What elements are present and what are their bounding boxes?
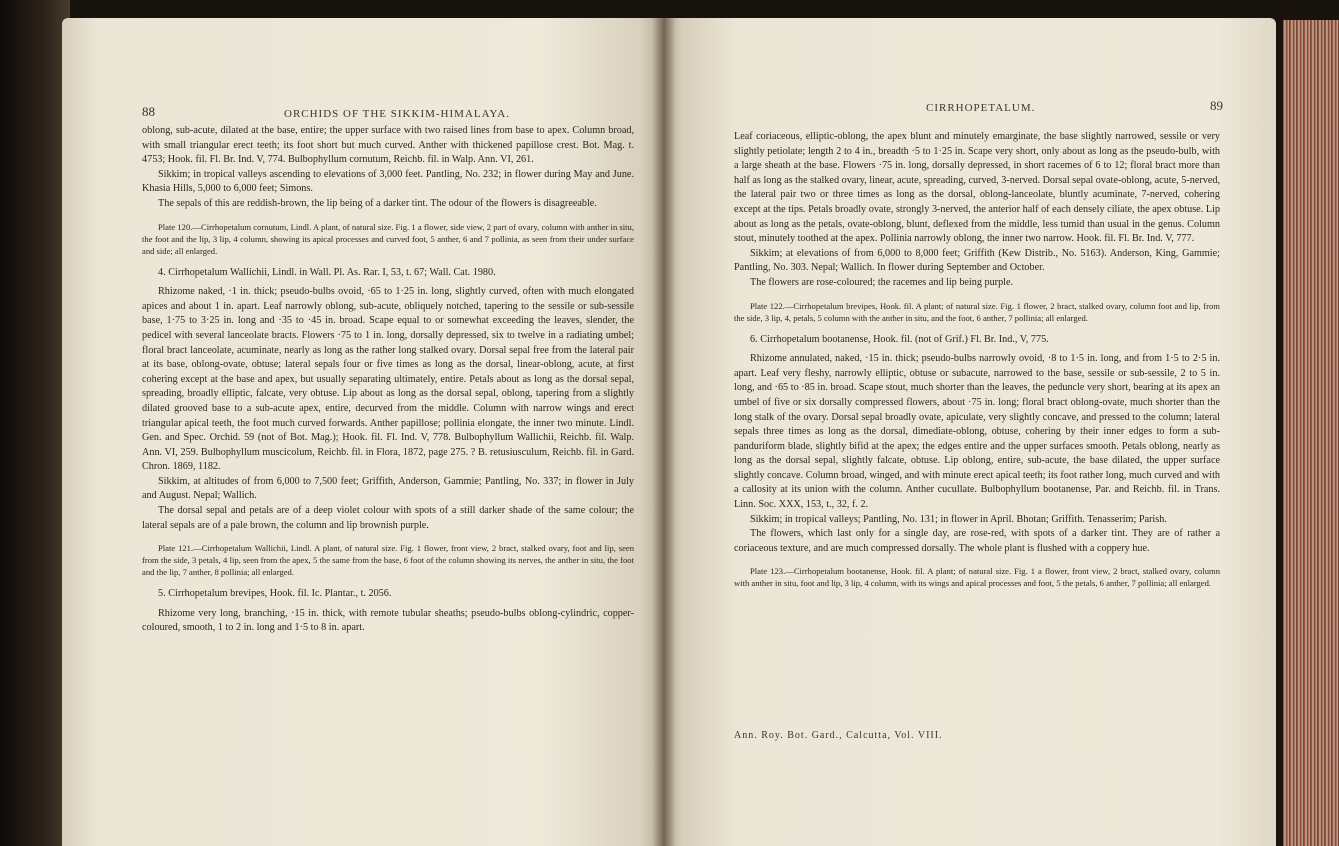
page-stack-edge [1283,20,1339,846]
paragraph: Leaf coriaceous, elliptic-oblong, the apex blunt and minutely emarginate, the base slightly narrowed, sessile or very slightly petiolate; length 2 to 4 in., breadth ·5 to 1·25 in. Scape very short, only about as long as the pseudo-bulb, with a large sheath at the base. Flowers ·75 in. long, dorsally depressed, in short racemes of 6 to 12; floral bract more than half as long as the stalked ovary, linear, acute, spreading, curved, 3-nerved. Dorsal sepal ovate-oblong, acute, 5-nerved, the lateral pair two or three times as long as the dorsal, oblong-lanceolate, bluntly acuminate, 7-nerved, cohering except at the tips. Petals broadly ovate, strongly 3-nerved, the anterior half of each densely ciliate, the apex obtuse. Lip about as long as the petals, ovate-oblong, blunt, deflexed from the middle, less tumid than usual in the genus. Column stout, minutely toothed at the apex. Pollinia narrowly oblong, the inner two narrow. Hook. fil. Fl. Br. Ind. V, 777. [734,131,1220,245]
right-page [664,18,1276,846]
text-column [142,124,634,636]
paragraph: The dorsal sepal and petals are of a deep violet colour with spots of a still darker shade of the same colour; the lateral sepals are of a pale brown, the column and lip brownish purple. [142,505,634,531]
paragraph: The flowers, which last only for a single day, are rose-red, with spots of a darker tint. They are of rather a coriaceous texture, and are much compressed dorsally. The whole plant is flushed with a coppery hue. [734,528,1220,554]
running-head: CIRRHOPETALUM. [926,102,1036,114]
paragraph: The sepals of this are reddish-brown, the lip being of a darker tint. The odour of the flowers is disagreeable. [158,197,597,209]
paragraph: Sikkim; at elevations of from 6,000 to 8,000 feet; Griffith (Kew Distrib., No. 5163). Anderson, King, Gammie; Pantling, No. 303. Nepal; Wallich. In flower during September and October. [734,247,1220,274]
page-number: 89 [1210,98,1223,113]
text-column [734,130,1220,589]
plate-caption: Plate 122.—Cirrhopetalum brevipes, Hook. fil. A plant; of natural size. Fig. 1 flower, 2 bract, stalked ovary, column foot and lip, from the side, 3 lip, 4, petals, 5 column with the anther in situ, and the foot, 6 anther, 7 pollinia; all enlarged. [734,300,1220,323]
plate-caption: Plate 120.—Cirrhopetalum cornutum, Lindl. A plant, of natural size. Fig. 1 a flower, side view, 2 part of ovary, column with anther in situ, the foot and the lip, 3 lip, 4 column, showing its apical processes and curved foot, 5 anther, 6 and 7 pollinia, as seen from their under surface and side; all enlarged. [142,221,634,256]
running-head: ORCHIDS OF THE SIKKIM-HIMALAYA. [284,108,510,120]
species-heading: 5. Cirrhopetalum brevipes, Hook. fil. Ic. Plantar., t. 2056. [158,588,392,600]
plate-caption: Plate 123.—Cirrhopetalum bootanense, Hook. fil. A plant; of natural size. Fig. 1 a flower, front view, 2 bract, stalked ovary, column with anther in situ, foot and lip, 3 lip, 4 column, with its wings and apical processes and foot, 5 the petals, 6 anther, 7 pollinia; all enlarged. [734,566,1220,589]
page-number: 88 [142,104,155,119]
paragraph: Sikkim, at altitudes of from 6,000 to 7,500 feet; Griffith, Anderson, Gammie; Pantling, No. 337; in flower in July and August. Nepal; Wallich. [142,475,634,502]
plate-caption: Plate 121.—Cirrhopetalum Wallichii, Lindl. A plant, of natural size. Fig. 1 flower, front view, 2 bract, stalked ovary, foot and lip, seen from the side, 3 petals, 4 lip, seen from the apex, 5 the same from the base, 6 foot of the column showing its nerves, the anther in situ, the foot and the lip, 7 anther, 8 pollinia; all enlarged. [142,543,634,578]
paragraph: The flowers are rose-coloured; the racemes and lip being purple. [750,276,1014,288]
paragraph: Rhizome annulated, naked, ·15 in. thick; pseudo-bulbs narrowly ovoid, ·8 to 1·5 in. long, and from 1·5 to 2·5 in. apart. Leaf very fleshy, narrowly elliptic, obtuse or subacute, narrowed to the base, sessile or sub-sessile, 2 to 5 in. long, and ·65 to ·85 in. broad. Scape stout, much shorter than the leaves, the peduncle very short, bearing at its apex an umbel of five or six dorsally compressed flowers, about ·75 in. long; floral bract oblong-ovate, much shorter than the long stalk of the ovary. Dorsal sepal broadly ovate, apiculate, very slightly concave, and pressed to the column; lateral sepals three times as long as the dorsal, dimediate-oblong, obtuse, cohering by their inner edges to form a sub-panduriform blade, slightly bifid at the apex; the edges entire and the upper surfaces smooth. Petals oblong, nearly as long as the dorsal sepal, slightly falcate, obtuse. Lip oblong, entire, sub-acute, the base dilated, the upper surface slightly concave. Column broad, winged, and with minute erect apical teeth; its foot rather long, much curved and with a callosity at its union with the column. Anther cucullate. Bulbophyllum bootanense, Par. and Reichb. fil. in Trans. Linn. Soc. XXX, 153, t., 32, f. 2. [734,353,1220,511]
paragraph: oblong, sub-acute, dilated at the base, entire; the upper surface with two raised lines from base to apex. Column broad, with small triangular erect teeth; its foot short but much curved. Anther with thickened papillose crest. Bot. Mag. t. 4753; Hook. fil. Fl. Br. Ind. V, 774. Bulbophyllum cornutum, Reichb. fil. in Walp. Ann. VI, 261. [142,125,634,166]
left-page [62,18,664,846]
paragraph: Sikkim; in tropical valleys; Pantling, No. 131; in flower in April. Bhotan; Griffith. Tenasserim; Parish. [750,513,1167,525]
paragraph: Rhizome naked, ·1 in. thick; pseudo-bulbs ovoid, ·65 to 1·25 in. long, slightly curved, often with much elongated apices and about 1 in. apart. Leaf narrowly oblong, sub-acute, obliquely notched, tapering to the sessile or sub-sessile base, 1·75 to 3·25 in. long and ·35 to ·45 in. broad. Scape equal to or somewhat exceeding the leaves, slender, the pedicel with several lanceolate bracts. Flowers ·75 to 1 in. long, dorsally depressed, six to twelve in a radiating umbel; floral bract lanceolate, acuminate, nearly as long as the rather long stalked ovary. Dorsal sepal free from the lateral pair at its base, oblong-ovate, obtuse; lateral sepals four or five times as long as the dorsal, linear-oblong, acute, at first cohering except at the base and apex, but usually separating ultimately, entire. Petals about as long as the dorsal sepal, spreading, broadly elliptic, falcate, very obtuse. Lip about as long as the dorsal sepal, oblong, tapering from a slightly dilated grooved base to a sub-acute apex, entire, decurved from the middle. Column with narrow wings and erect triangular apical teeth, the foot much curved forwards. Anther papillose; pollinia elongate, the inner two minute. Lindl. Gen. and Spec. Orchid. 59 (not of Bot. Mag.); Hook. fil. Fl. Ind. V, 778. Bulbophyllum Wallichii, Reichb. fil. Walp. Ann. VI, 259. Bulbophyllum muscicolum, Reichb. fil. in Flora, 1872, page 275. ? B. retusiusculum, Reichb. fil. in Gard. Chron. 1869, 1182. [142,286,634,473]
book-edge-left [0,0,70,846]
journal-footer: Ann. Roy. Bot. Gard., Calcutta, Vol. VIII. [734,730,943,741]
paragraph: Sikkim; in tropical valleys ascending to elevations of 3,000 feet. Pantling, No. 232; in flower during May and June. Khasia Hills, 5,000 to 6,000 feet; Simons. [142,168,634,195]
book-gutter [652,18,676,846]
species-heading: 6. Cirrhopetalum bootanense, Hook. fil. (not of Grif.) Fl. Br. Ind., V, 775. [750,333,1049,345]
paragraph: Rhizome very long, branching, ·15 in. thick, with remote tubular sheaths; pseudo-bulbs oblong-cylindric, copper-coloured, smooth, 1 to 2 in. long and 1·5 to 8 in. apart. [142,607,634,634]
species-heading: 4. Cirrhopetalum Wallichii, Lindl. in Wall. Pl. As. Rar. I, 53, t. 67; Wall. Cat. 1980. [158,266,496,278]
